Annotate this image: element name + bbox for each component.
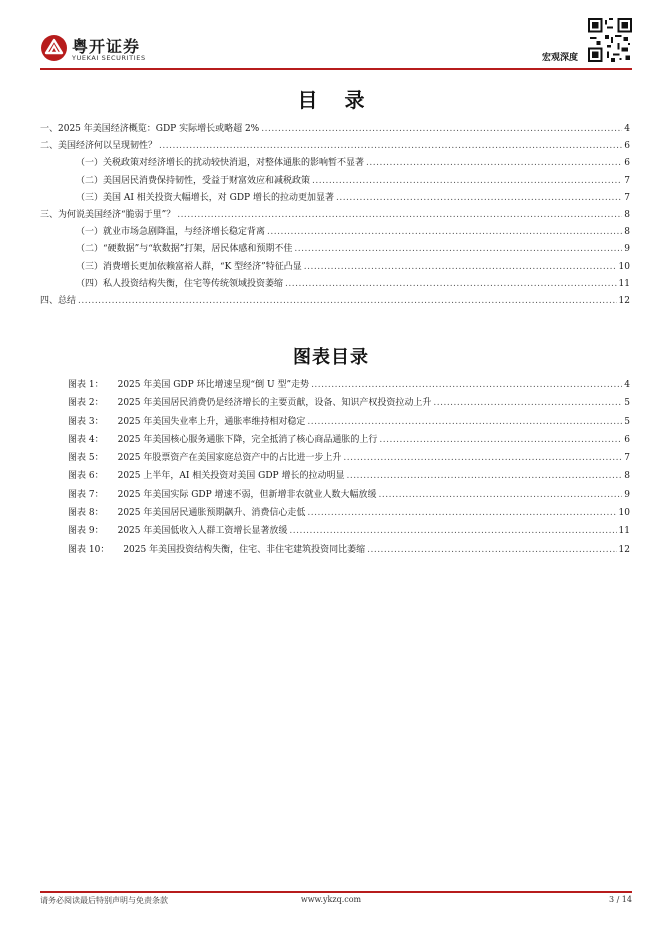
page-header xyxy=(40,14,632,66)
figure-entry[interactable] xyxy=(40,394,630,412)
toc-subentry[interactable] xyxy=(40,224,630,241)
toc-leader xyxy=(78,293,617,310)
toc-leader xyxy=(343,449,622,467)
toc-list xyxy=(40,121,630,310)
toc-leader xyxy=(379,486,623,504)
figure-page: 11 xyxy=(618,526,630,537)
toc-entry-page: 8 xyxy=(624,227,630,238)
figure-label: 图表 3： xyxy=(68,416,104,427)
figure-caption: 2025 年美国失业率上升，通胀率维持相对稳定 xyxy=(117,416,306,427)
toc-subentry[interactable] xyxy=(40,190,630,207)
toc-leader xyxy=(285,276,617,293)
toc-leader xyxy=(336,190,622,207)
header-divider xyxy=(40,68,632,70)
toc-leader xyxy=(307,504,616,522)
toc-leader xyxy=(289,522,616,540)
figure-entry[interactable] xyxy=(40,504,630,522)
figure-page: 8 xyxy=(624,471,630,482)
toc-entry[interactable] xyxy=(40,121,630,138)
toc-entry-text: 二、美国经济何以呈现韧性？ xyxy=(40,141,158,152)
figure-entry[interactable] xyxy=(40,467,630,485)
toc-leader xyxy=(294,241,622,258)
toc-leader xyxy=(307,413,622,431)
figure-page: 10 xyxy=(618,508,630,519)
toc-entry-text: 一、2025 年美国经济概览：GDP 实际增长或略超 2% xyxy=(40,124,260,134)
toc-entry-page: 7 xyxy=(624,175,630,186)
toc-leader xyxy=(312,173,622,190)
company-name-en: YUEKAI SECURITIES xyxy=(72,54,146,62)
toc-entry-text: 三、为何说美国经济“脆弱于里”？ xyxy=(40,209,176,220)
figure-page: 6 xyxy=(624,434,630,445)
figure-entry[interactable] xyxy=(40,376,630,394)
figure-caption: 2025 年美国居民通胀预期飙升、消费信心走低 xyxy=(117,508,306,519)
figure-list-title: 图表目录 xyxy=(293,347,369,368)
figure-entry[interactable] xyxy=(40,413,630,431)
footer-website-link[interactable]: www.ykzq.com xyxy=(300,895,362,904)
qr-code-icon xyxy=(588,18,632,62)
toc-leader xyxy=(267,224,622,241)
footer-disclaimer: 请务必阅读最后特别声明与免责条款 xyxy=(40,896,168,905)
figure-caption: 2025 年美国 GDP 环比增速呈现“倒 U 型”走势 xyxy=(117,380,310,390)
toc-leader xyxy=(261,121,622,138)
figure-caption: 2025 年美国投资结构失衡，住宅、非住宅建筑投资同比萎缩 xyxy=(123,544,366,555)
toc-title: 目 录 xyxy=(297,88,375,112)
toc-entry-page: 6 xyxy=(624,141,630,152)
figure-caption: 2025 年美国实际 GDP 增速不弱，但新增非农就业人数大幅放缓 xyxy=(117,489,377,500)
toc-leader xyxy=(346,467,622,485)
figure-page: 9 xyxy=(624,489,630,500)
toc-leader xyxy=(367,541,616,559)
figure-label: 图表 2： xyxy=(68,398,104,409)
toc-entry-text: 四、总结 xyxy=(40,295,77,306)
report-type-label: 宏观深度 xyxy=(541,53,578,63)
figure-caption: 2025 上半年，AI 相关投资对美国 GDP 增长的拉动明显 xyxy=(117,471,345,482)
toc-entry-text: （三）美国 AI 相关投资大幅增长，对 GDP 增长的拉动更加显著 xyxy=(76,192,334,203)
figure-caption: 2025 年美国低收入人群工资增长显著放缓 xyxy=(117,526,288,537)
toc-entry-page: 4 xyxy=(624,124,630,134)
toc-subentry[interactable] xyxy=(40,155,630,172)
figure-label: 图表 6： xyxy=(68,471,104,482)
company-logo xyxy=(40,34,180,64)
toc-entry-text: （四）私人投资结构失衡，住宅等传统领域投资萎缩 xyxy=(76,278,284,289)
toc-subentry[interactable] xyxy=(40,173,630,190)
toc-leader xyxy=(366,155,622,172)
toc-entry-text: （一）关税政策对经济增长的扰动较快消退，对整体通胀的影响暂不显著 xyxy=(76,158,365,169)
footer-page-number: 3 / 14 xyxy=(608,895,632,904)
figure-entry[interactable] xyxy=(40,486,630,504)
toc-entry-page: 9 xyxy=(624,244,630,255)
figure-page: 7 xyxy=(624,453,630,464)
figure-caption: 2025 年股票资产在美国家庭总资产中的占比进一步上升 xyxy=(117,453,342,464)
toc-entry-text: （二）美国居民消费保持韧性，受益于财富效应和减税政策 xyxy=(76,175,311,186)
figure-list xyxy=(40,376,630,559)
figure-label: 图表 1： xyxy=(68,380,104,390)
figure-caption: 2025 年美国核心服务通胀下降，完全抵消了核心商品通胀的上行 xyxy=(117,434,378,445)
figure-entry[interactable] xyxy=(40,449,630,467)
toc-entry-text: （二）“硬数据”与“软数据”打架，居民体感和预期不佳 xyxy=(76,244,293,255)
company-name-cn: 粤开证券 xyxy=(72,37,141,56)
toc-leader xyxy=(177,207,622,224)
yuekai-logo-icon xyxy=(40,34,68,62)
toc-subentry[interactable] xyxy=(40,241,630,258)
figure-entry[interactable] xyxy=(40,541,630,559)
toc-entry-page: 10 xyxy=(618,261,630,272)
figure-label: 图表 10： xyxy=(68,544,110,555)
toc-leader xyxy=(304,259,617,276)
toc-entry-page: 8 xyxy=(624,209,630,220)
figure-page: 12 xyxy=(618,544,630,555)
figure-label: 图表 5： xyxy=(68,453,104,464)
toc-entry[interactable] xyxy=(40,138,630,155)
figure-label: 图表 8： xyxy=(68,508,104,519)
toc-entry-text: （一）就业市场急剧降温，与经济增长稳定背离 xyxy=(76,227,266,238)
footer-divider xyxy=(40,891,632,893)
toc-subentry[interactable] xyxy=(40,259,630,276)
toc-entry-page: 6 xyxy=(624,158,630,169)
figure-label: 图表 4： xyxy=(68,434,104,445)
figure-page: 5 xyxy=(624,416,630,427)
figure-entry[interactable] xyxy=(40,431,630,449)
toc-entry-page: 12 xyxy=(618,295,630,306)
figure-page: 5 xyxy=(624,398,630,409)
figure-caption: 2025 年美国居民消费仍是经济增长的主要贡献，设备、知识产权投资拉动上升 xyxy=(117,398,432,409)
toc-entry[interactable] xyxy=(40,293,630,310)
toc-entry[interactable] xyxy=(40,207,630,224)
toc-leader xyxy=(159,138,622,155)
toc-entry-text: （三）消费增长更加依赖富裕人群，“K 型经济”特征凸显 xyxy=(76,261,302,272)
toc-leader xyxy=(379,431,622,449)
toc-entry-page: 11 xyxy=(618,278,630,289)
toc-leader xyxy=(433,394,622,412)
figure-entry[interactable] xyxy=(40,522,630,540)
toc-entry-page: 7 xyxy=(624,192,630,203)
toc-leader xyxy=(311,376,622,394)
figure-label: 图表 9： xyxy=(68,526,104,537)
toc-subentry[interactable] xyxy=(40,276,630,293)
figure-page: 4 xyxy=(624,380,630,390)
figure-label: 图表 7： xyxy=(68,489,104,500)
